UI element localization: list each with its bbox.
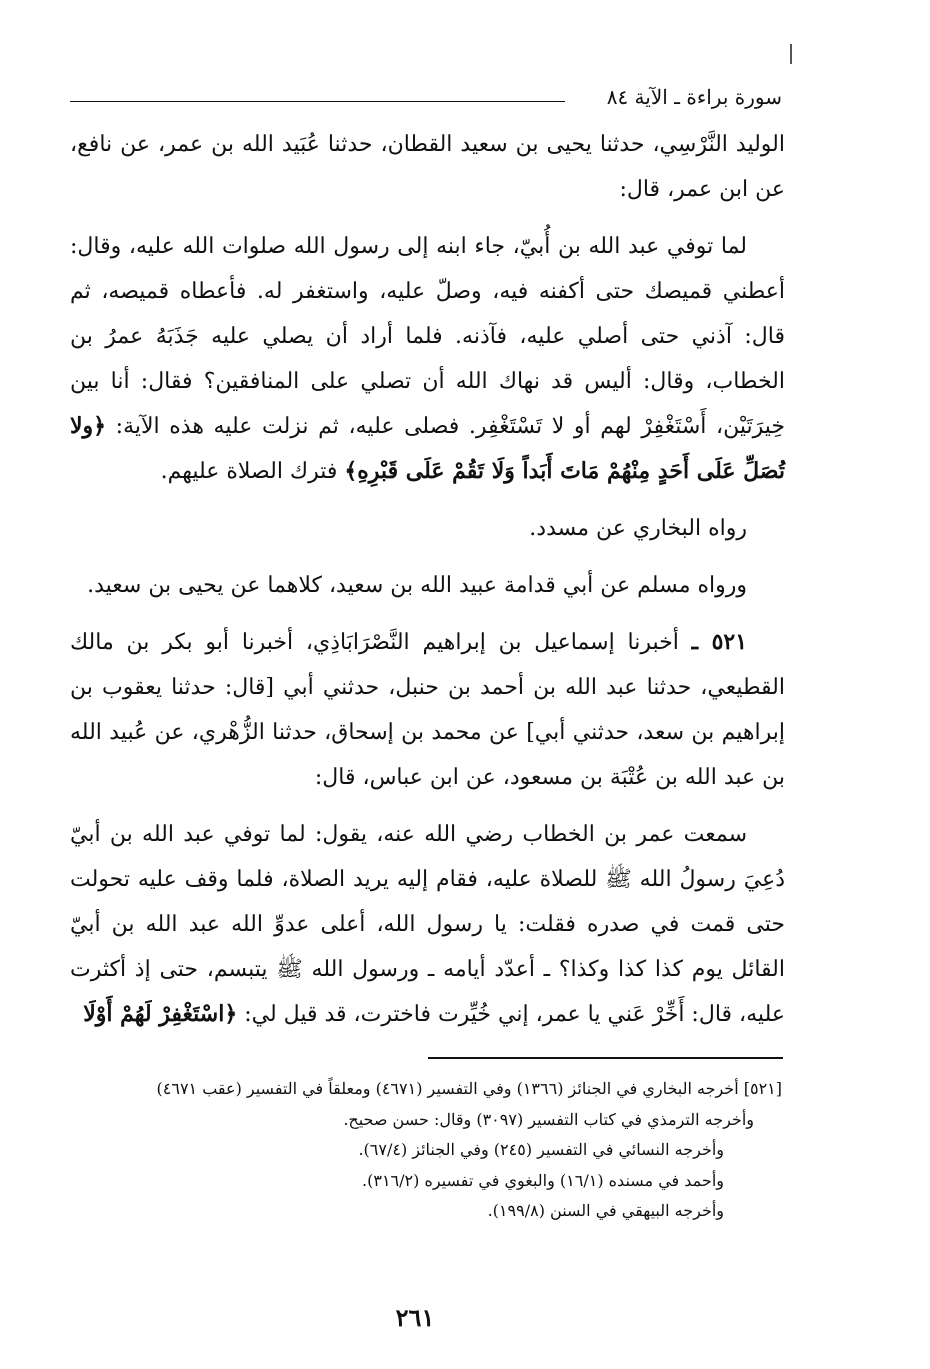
footnote-line: وأحمد في مسنده (١٦/١) والبغوي في تفسيره (٣١٦/٢).: [362, 1170, 724, 1190]
paragraph-bukhari-source: رواه البخاري عن مسدد.: [529, 516, 747, 541]
footnote-line: وأخرجه البيهقي في السنن (١٩٩/٨).: [487, 1201, 724, 1220]
footnotes: [70, 1074, 782, 1227]
header-rule: [70, 101, 565, 102]
hadith-number: ٥٢١ ـ: [691, 629, 748, 655]
quran-verse: ﴿ولا تُصَلِّ عَلَى أَحَدٍ مِنْهُمْ مَاتَ أَبَداً وَلَا تَقُمْ عَلَى قَبْرِهِ﴾: [70, 413, 785, 484]
narration-ending: فترك الصلاة عليهم.: [160, 459, 338, 484]
footnote-line: [٥٢١] أخرجه البخاري في الجنائز (١٣٦٦) وفي التفسير (٤٦٧١) ومعلقاً في التفسير (عقب ٤٦٧١): [156, 1079, 782, 1098]
paragraph-hadith-521-matn: [70, 812, 785, 1037]
footnote-line: وأخرجه النسائي في التفسير (٢٤٥) وفي الجنائز (٦٧/٤).: [358, 1140, 724, 1159]
paragraph-isnad-continuation: الوليد النَّرْسِي، حدثنا يحيى بن سعيد القطان، حدثنا عُبَيد الله بن عمر، عن نافع، عن ابن عمر، قال:: [70, 132, 785, 202]
scan-mark: [790, 44, 792, 64]
header-title: سورة براءة ـ الآية ٨٤: [606, 85, 782, 109]
paragraph-hadith-narration: [70, 224, 785, 494]
running-header: [70, 82, 782, 112]
quran-verse: ﴿اسْتَغْفِرْ لَهُمْ أَوْلَا: [83, 1001, 238, 1027]
isnad-text: أخبرنا إسماعيل بن إبراهيم النَّصْرَابَاذِي، أخبرنا أبو بكر بن مالك القطيعي، حدثنا عبد الله بن أحمد بن حنبل، حدثني أبي [قال: حدثنا يعقوب بن إبراهيم بن سعد، حدثني أبي] عن محمد بن إسحاق، حدثنا الزُّهْري، عن عُبيد الله بن عبد الله بن عُتْبَة بن مسعود، عن ابن عباس، قال:: [70, 630, 785, 790]
main-text: [70, 122, 785, 1037]
matn-text: سمعت عمر بن الخطاب رضي الله عنه، يقول: لما توفي عبد الله بن أبيّ دُعِيَ رسولُ الله ﷺ للصلاة عليه، فقام إليه يريد الصلاة، فلما وقف عليه تحولت حتى قمت في صدره فقلت: يا رسول الله، أعلى عدوِّ الله عبد الله بن أبيّ القائل يوم كذا كذا وكذا؟ ـ أعدّد أيامه ـ ورسول الله ﷺ يتبسم، حتى إذ أكثرت عليه، قال: أَخِّرْ عَني يا عمر، إني خُيِّرت فاخترت، قد قيل لي:: [70, 822, 786, 1027]
paragraph-hadith-521-isnad: [70, 620, 785, 800]
paragraph-muslim-source: ورواه مسلم عن أبي قدامة عبيد الله بن سعيد، كلاهما عن يحيى بن سعيد.: [87, 573, 747, 598]
footnote-separator: [428, 1057, 783, 1059]
page-number: ٢٦١: [395, 1303, 435, 1332]
narration-text: لما توفي عبد الله بن أُبيّ، جاء ابنه إلى رسول الله صلوات الله عليه، وقال: أعطني قميصك حتى أكفنه فيه، وصلّ عليه، واستغفر له. فأعطاه قميصه، ثم قال: آذني حتى أصلي عليه، فآذنه. فلما أراد أن يصلي عليه جَذَبَهُ عمرُ بن الخطاب، وقال: أليس قد نهاك الله أن تصلي على المنافقين؟ فقال: أنا بين خِيرَتَيْن، أَسْتَغْفِرْ لهم أو لا تَسْتَغْفِر. فصلى عليه، ثم نزلت عليه هذه الآية:: [70, 234, 785, 439]
footnote-line: وأخرجه الترمذي في كتاب التفسير (٣٠٩٧) وقال: حسن صحيح.: [343, 1109, 754, 1129]
